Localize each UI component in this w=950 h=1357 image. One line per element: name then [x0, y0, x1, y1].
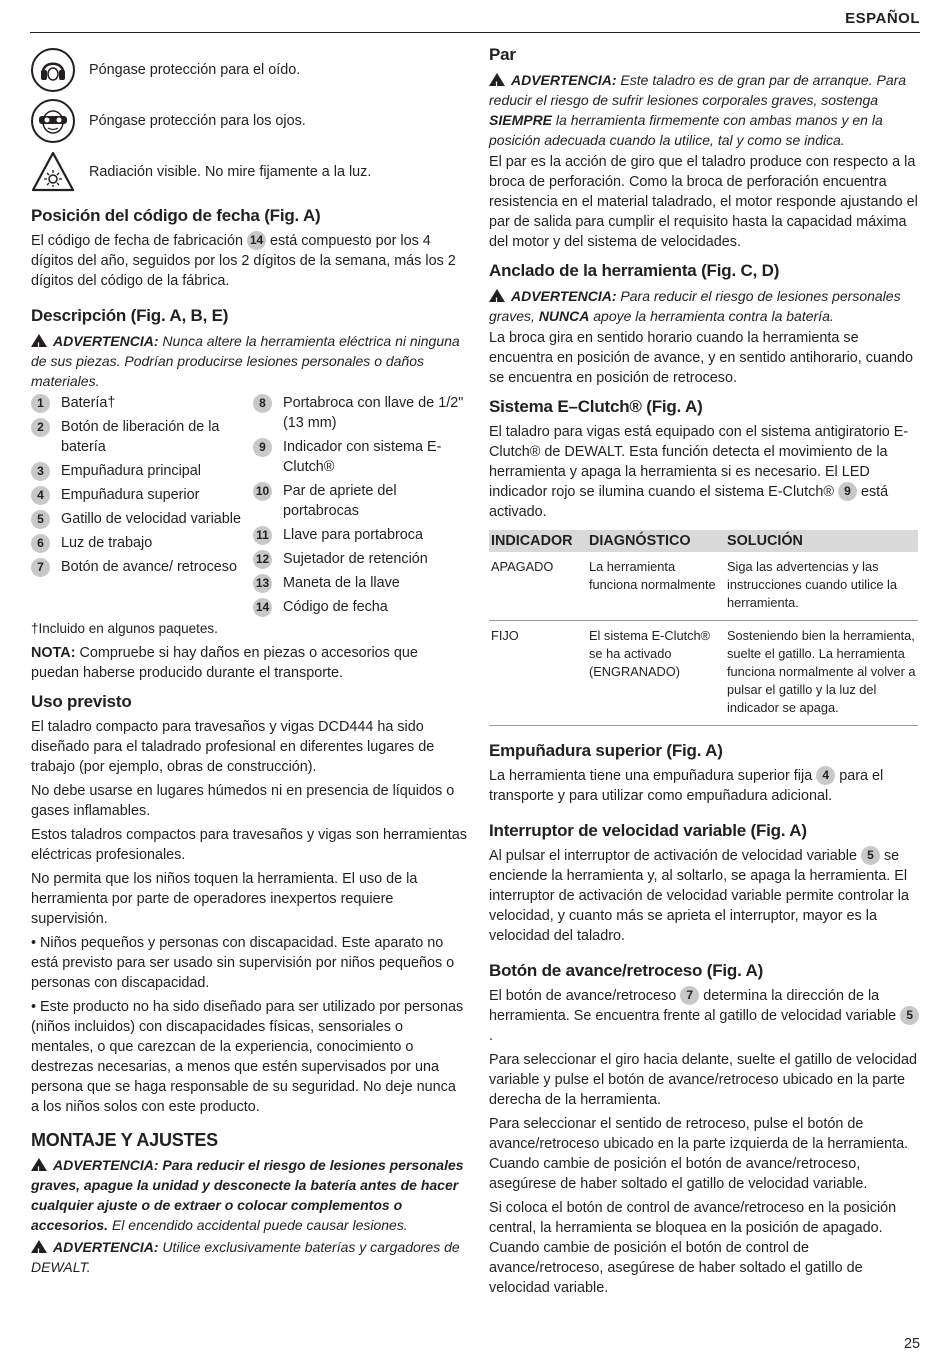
eye-protection-icon — [31, 99, 75, 143]
table-header: SOLUCIÓN — [725, 530, 918, 552]
callout-number: 9 — [838, 482, 857, 501]
callout-number: 7 — [680, 986, 699, 1005]
note-paragraph: NOTA: Compruebe si hay daños en piezas o accesorios que puedan haberse producido durante el transporte. — [31, 645, 418, 681]
date-code-paragraph: El código de fecha de fabricación 14 está compuesto por los 4 dígitos del año, seguidos por los 2 dígitos de la semana, más los 2 dígitos del código de la fábrica. — [31, 233, 456, 289]
paragraph: La herramienta tiene una empuñadura superior fija 4 para el transporte y para utilizar como empuñadura adicional. — [489, 768, 884, 804]
section-title-description: Descripción (Fig. A, B, E) — [31, 306, 229, 325]
section-title-fwd-rev: Botón de avance/retroceso (Fig. A) — [489, 961, 764, 980]
section-title-top-handle: Empuñadura superior (Fig. A) — [489, 741, 723, 760]
list-item: 14 Código de fecha — [253, 597, 467, 617]
safety-icon-row — [31, 146, 467, 197]
section-title-anchoring: Anclado de la herramienta (Fig. C, D) — [489, 261, 780, 280]
table-row — [489, 552, 918, 621]
warning-block: !ADVERTENCIA: Utilice exclusivamente baterías y cargadores de DEWALT. — [31, 1237, 467, 1277]
paragraph: No permita que los niños toquen la herramienta. El uso de la herramienta por parte de operadores inexpertos requiere supervisión. — [31, 871, 418, 927]
paragraph: El taladro compacto para travesaños y vigas DCD444 ha sido diseñado para el taladrado profesional en diferentes lugares de trabajo (por ejemplo, obras de construcción). — [31, 719, 435, 775]
list-item: 6 Luz de trabajo — [31, 533, 253, 553]
parts-list — [31, 393, 467, 621]
parts-list-column — [253, 393, 467, 621]
page-number: 25 — [903, 1336, 920, 1352]
table-header: INDICADOR — [489, 530, 587, 552]
bullet-paragraph: • Niños pequeños y personas con discapacidad. Este aparato no está previsto para ser usado sin supervisión por niños pequeños o personas con discapacidad. — [31, 935, 455, 991]
paragraph: Estos taladros compactos para travesaños y vigas son herramientas eléctricas profesionales. — [31, 827, 467, 863]
table-cell: La herramienta funciona normalmente — [587, 552, 725, 621]
warning-block: !ADVERTENCIA: Este taladro es de gran par de arranque. Para reducir el riesgo de sufrir lesiones corporales graves, sostenga SIEMPRE la herramienta firmemente con ambas manos y en la posición adecuada cuando la utilice, tal y como se indica. — [489, 70, 921, 150]
warning-block: !ADVERTENCIA: Para reducir el riesgo de lesiones personales graves, NUNCA apoye la herramienta contra la batería. — [489, 286, 921, 326]
safety-icon-row — [31, 95, 467, 146]
callout-number: 5 — [900, 1006, 919, 1025]
list-item: 5 Gatillo de velocidad variable — [31, 509, 253, 529]
list-item: 4 Empuñadura superior — [31, 485, 253, 505]
table-cell: El sistema E-Clutch® se ha activado (ENGRANADO) — [587, 621, 725, 726]
paragraph: Para seleccionar el sentido de retroceso, pulse el botón de avance/retroceso ubicado en la parte izquierda de la herramienta. Cuando cambie de posición el botón de avance/retroceso, asegúrese de haber soltado el gatillo de velocidad variable. — [489, 1116, 909, 1192]
parts-list-column — [31, 393, 253, 621]
callout-number: 4 — [816, 766, 835, 785]
left-column — [31, 44, 467, 1279]
warning-block: !ADVERTENCIA: Para reducir el riesgo de lesiones personales graves, apague la unidad y desconecte la batería antes de hacer cualquier ajuste o de extraer o colocar complementos o accesorios. El encendido accidental puede causar lesiones. — [31, 1155, 467, 1235]
footnote: †Incluido en algunos paquetes. — [31, 621, 218, 636]
header-rule — [30, 32, 920, 33]
list-item: 11 Llave para portabroca — [253, 525, 467, 545]
ear-protection-text: Póngase protección para el oído. — [89, 61, 301, 78]
list-item: 10 Par de apriete del portabrocas — [253, 481, 467, 521]
list-item: 2 Botón de liberación de la batería — [31, 417, 253, 457]
table-cell: FIJO — [489, 621, 587, 726]
right-column — [489, 44, 921, 1302]
paragraph: Para seleccionar el giro hacia delante, suelte el gatillo de velocidad variable y pulse el botón de avance/retroceso ubicado en la parte derecha de la herramienta. — [489, 1052, 917, 1108]
section-title-intended-use: Uso previsto — [31, 692, 132, 711]
table-header: DIAGNÓSTICO — [587, 530, 725, 552]
list-item: 7 Botón de avance/ retroceso — [31, 557, 253, 577]
table-cell: Sosteniendo bien la herramienta, suelte el gatillo. La herramienta funciona normalmente al volver a pulsar el gatillo y la luz del indicador se apaga. — [725, 621, 918, 726]
section-title-eclutch: Sistema E–Clutch® (Fig. A) — [489, 397, 703, 416]
table-cell: Siga las advertencias y las instrucciones cuando utilice la herramienta. — [725, 552, 918, 621]
visible-radiation-text: Radiación visible. No mire fijamente a la luz. — [89, 163, 372, 180]
paragraph: No debe usarse en lugares húmedos ni en presencia de líquidos o gases inflamables. — [31, 783, 455, 819]
table-cell: APAGADO — [489, 552, 587, 621]
warning-triangle-icon — [489, 73, 505, 86]
list-item: 12 Sujetador de retención — [253, 549, 467, 569]
table-header-row — [489, 530, 918, 552]
list-item: 8 Portabroca con llave de 1/2" (13 mm) — [253, 393, 467, 433]
section-title-date-code: Posición del código de fecha (Fig. A) — [31, 206, 321, 225]
language-header: ESPAÑOL — [845, 10, 920, 27]
callout-number: 5 — [861, 846, 880, 865]
warning-block: !ADVERTENCIA: Nunca altere la herramienta eléctrica ni ninguna de sus piezas. Podrían producirse lesiones personales o daños materiales. — [31, 331, 467, 391]
eye-protection-text: Póngase protección para los ojos. — [89, 112, 306, 129]
paragraph: El botón de avance/retroceso 7 determina la dirección de la herramienta. Se encuentra frente al gatillo de velocidad variable 5. — [489, 986, 921, 1046]
list-item: 13 Maneta de la llave — [253, 573, 467, 593]
table-row — [489, 621, 918, 726]
paragraph: Al pulsar el interruptor de activación de velocidad variable 5 se enciende la herramienta y, al soltarlo, se apaga la herramienta. El interruptor de activación de velocidad variable permite controlar la velocidad, y cuanto más se aprieta el interruptor, mayor es la velocidad del taladro. — [489, 848, 909, 944]
callout-number: 14 — [247, 231, 266, 250]
list-item: 9 Indicador con sistema E-Clutch® — [253, 437, 467, 477]
warning-triangle-icon — [31, 1158, 47, 1171]
list-item: 3 Empuñadura principal — [31, 461, 253, 481]
warning-triangle-icon — [489, 289, 505, 302]
paragraph: Si coloca el botón de control de avance/retroceso en la posición central, la herramienta se bloquea en la posición de apagado. Cuando cambie de posición el botón de control de avance/retroceso, asegúrese de haber soltado el gatillo de velocidad variable. — [489, 1200, 897, 1296]
safety-icon-row — [31, 44, 467, 95]
paragraph: El par es la acción de giro que el taladro produce con respecto a la broca de perforación. Como la broca de perforación encuentra resistencia en el material taladrado, el motor responde ajustando el par de salida para cumplir el requisito hasta la capacidad máxima del motor y del sistema de velocidades. — [489, 154, 918, 250]
paragraph: El taladro para vigas está equipado con el sistema antigiratorio E-Clutch® de DEWALT. Esta función detecta el movimiento de la herramienta y apaga la herramienta si es necesario. El LED indicador rojo se ilumina cuando el sistema E-Clutch® 9 está activado. — [489, 424, 909, 520]
section-title-speed-switch: Interruptor de velocidad variable (Fig. A) — [489, 821, 807, 840]
warning-triangle-icon — [31, 334, 47, 347]
paragraph: La broca gira en sentido horario cuando la herramienta se encuentra en posición de avance, y en sentido antihorario, cuando se encuentra en posición de retroceso. — [489, 330, 914, 386]
warning-triangle-icon — [31, 1240, 47, 1253]
visible-radiation-icon — [31, 150, 75, 194]
section-title-assembly: MONTAJE Y AJUSTES — [31, 1130, 218, 1150]
bullet-paragraph: • Este producto no ha sido diseñado para ser utilizado por personas (niños incluidos) con discapacidades físicas, sensoriales o mentales, o que carezcan de la experiencia, conocimiento o destrezas necesarias, a menos que estén supervisados por una persona que se haga responsable de su seguridad. No deje nunca a los niños solos con este producto. — [31, 999, 464, 1115]
section-title-torque: Par — [489, 45, 516, 64]
list-item: 1 Batería† — [31, 393, 253, 413]
ear-protection-icon — [31, 48, 75, 92]
diagnostics-table — [489, 530, 918, 726]
